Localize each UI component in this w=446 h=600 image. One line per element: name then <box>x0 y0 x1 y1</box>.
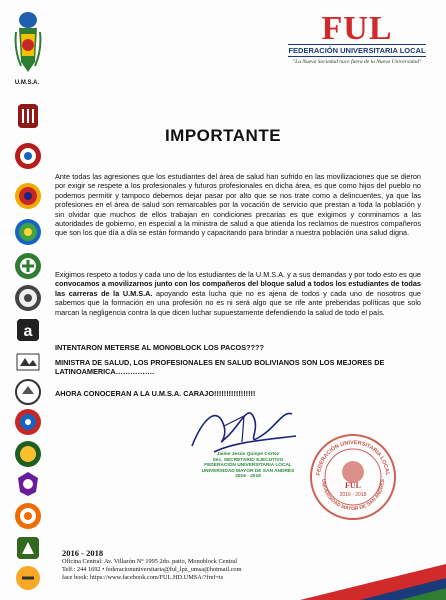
svg-text:a: a <box>23 323 33 340</box>
faculty-logo-icon <box>14 218 42 246</box>
paragraph-2-tail: apoyando esta lucha que no es ajena de todos y cada uno de nosotros que sabemos que la formación en una profesión no es ni será algo que se rife ante prebendas políticas que solo marcan la negligencia contra la que dicen luchar supuestamente defendiendo la salud de todo el país. <box>55 288 421 317</box>
faculty-logo-icon <box>14 182 42 210</box>
umsa-seal-icon <box>13 10 43 78</box>
footer-contact: Telf.: 244 1692 • federacionuniversitaria@ful_lpz_umsa@hotmail.com <box>62 566 242 573</box>
umsa-label: U.M.S.A. <box>14 80 40 86</box>
callout-line-1: INTENTARON METERSE AL MONOBLOCK LOS PACOS???? <box>55 343 264 352</box>
faculty-logo-icon <box>14 316 42 344</box>
signer-term: 2016 - 2018 <box>235 474 261 480</box>
faculty-logo-icon <box>14 252 42 280</box>
faculty-logo-icon <box>14 534 42 562</box>
signer-role: Sec. SECRETARIO EJECUTIVO <box>212 457 284 463</box>
handwritten-signature <box>184 396 304 458</box>
faculty-logo-icon <box>14 470 42 498</box>
ful-brand-name: FEDERACIÓN UNIVERSITARIA LOCAL <box>288 46 426 55</box>
faculty-logo-icon <box>14 142 42 170</box>
faculty-logo-icon <box>14 502 42 530</box>
faculty-logo-icon <box>14 440 42 468</box>
paragraph-2 <box>55 270 421 317</box>
footer-years: 2016 - 2018 <box>62 548 104 558</box>
faculty-logo-icon <box>14 564 42 592</box>
callout-line-2: MINISTRA DE SALUD, LOS PROFESIONALES EN SALUD BOLIVIANOS SON LOS MEJORES DE LATINOAMERICA……………. <box>55 358 385 377</box>
faculty-logo-icon <box>14 348 42 376</box>
stamp-center: FUL <box>345 481 361 490</box>
round-seal-stamp <box>308 432 398 522</box>
footer-color-band <box>240 556 446 600</box>
callout-line-3: AHORA CONOCERAN A LA U.M.S.A. CARAJO!!!!!!!!!!!!!!!!! <box>55 389 256 398</box>
ful-brand-mark: FUL <box>321 10 393 47</box>
paragraph-2-emphasis: convocamos a movilizarnos junto con los compañeros del bloque salud a todos los estudiantes de todas las carreras de la U.M.S.A. <box>55 279 421 298</box>
faculty-logo-icon <box>14 284 42 312</box>
faculty-logo-icon <box>14 408 42 436</box>
footer-facebook: face book: https://www.facebook.com/FUL.HD.UMSA/?fref=ts <box>62 574 224 581</box>
stamp-ring-top: FEDERACIÓN UNIVERSITARIA LOCAL <box>315 439 391 476</box>
paragraph-1: Ante todas las agresiones que los estudiantes del área de salud han sufrido en las movilizaciones que se dieron por exigir se respete a los profesionales y futuros profesionales en dicha área, es que como hijos del pueblo no podemos permitir y tampoco debemos dejar pasar por alto que se nos trate como a delincuentes, ya que las profesiones en el área de salud son remarcables por la vocación de servicio que prestan a toda la población y sin olvidar que muchos de ellos trabajan en condiciones precarias es que exigimos y conminamos a las autoridades de gobierno, en especial a la ministra de salud a que atienda los reclamos de nuestros compañeros que son los que día a día se están formando y capacitando para brindar a nuestra población una salud digna. <box>55 172 421 238</box>
faculty-logo-icon <box>14 378 42 406</box>
stamp-ring-bottom: UNIVERSIDAD MAYOR DE SAN ANDRÉS <box>319 478 387 513</box>
signer-org: FEDERACIÓN UNIVERSITARIA LOCAL UNIVERSIDAD MAYOR DE SAN ANDRÉS <box>201 463 295 474</box>
signer-name: Jaime Jesús Quispe Cortez <box>216 452 280 457</box>
ful-logo <box>282 10 432 65</box>
paragraph-2-lead: Exigimos respeto a todos y cada uno de los estudiantes de la U.M.S.A. y a sus demandas y por todo esto es que <box>55 270 421 279</box>
ful-motto: "La Nueva Sociedad nace fuera de la Nueva Universidad" <box>292 59 422 65</box>
footer-address: Oficina Central: Av. Villazón N° 1995 2do. patio, Monoblock Central <box>62 558 237 565</box>
stamp-years: 2016 - 2018 <box>339 492 367 498</box>
document-title: IMPORTANTE <box>164 126 282 145</box>
signer-stamp <box>190 452 306 496</box>
